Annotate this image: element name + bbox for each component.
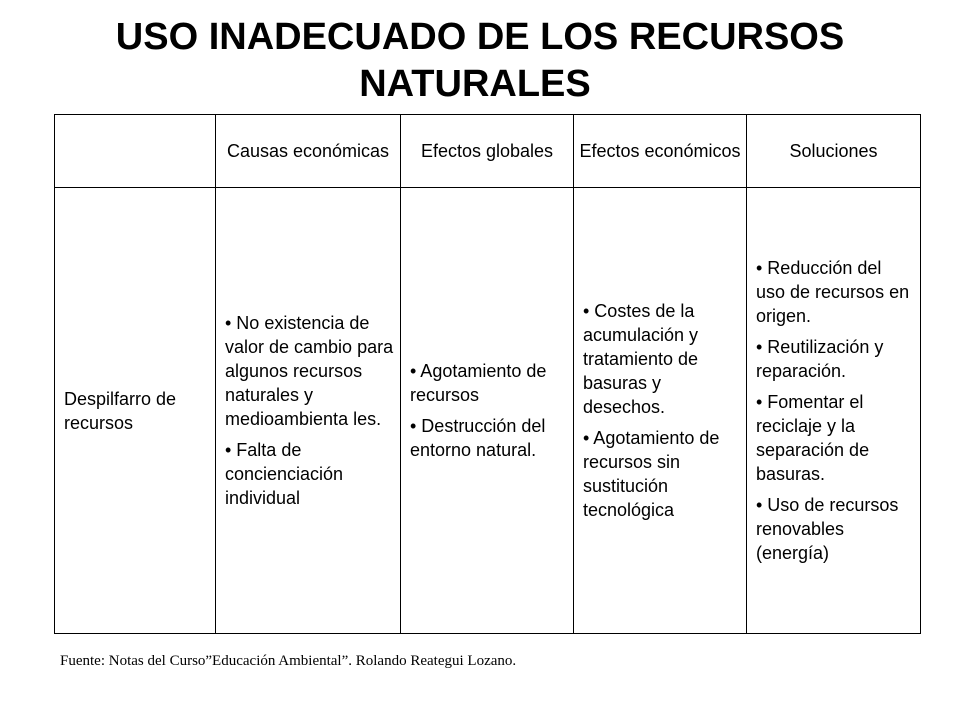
causas-bullet: • Falta de concienciación individual xyxy=(225,440,344,508)
efectos-economicos-bullet: • Agotamiento de recursos sin sustitución tecnológica xyxy=(583,428,720,520)
soluciones-bullet: • Reutilización y reparación. xyxy=(756,337,884,381)
header-soluciones: Soluciones xyxy=(747,115,921,188)
efectos-globales-cell xyxy=(401,188,574,634)
source-note: Fuente: Notas del Curso”Educación Ambiental”. Rolando Reategui Lozano. xyxy=(60,653,517,669)
page-title xyxy=(0,14,960,108)
resources-table xyxy=(54,114,921,634)
header-empty-cell xyxy=(55,115,216,188)
soluciones-cell xyxy=(747,188,921,634)
table-row xyxy=(55,188,921,634)
soluciones-bullet: • Reducción del uso de recursos en origen. xyxy=(756,258,910,326)
title-line-1: USO INADECUADO DE LOS RECURSOS xyxy=(115,16,845,58)
efectos-globales-bullet: • Destrucción del entorno natural. xyxy=(410,416,546,460)
table-header-row xyxy=(55,115,921,188)
causas-bullet: • No existencia de valor de cambio para algunos recursos naturales y medioambienta les. xyxy=(225,313,394,429)
soluciones-bullet: • Uso de recursos renovables (energía) xyxy=(756,495,899,563)
row-label-cell: Despilfarro de recursos xyxy=(55,188,216,634)
efectos-globales-bullet: • Agotamiento de recursos xyxy=(410,361,547,405)
causas-cell xyxy=(216,188,401,634)
header-causas-economicas: Causas económicas xyxy=(216,115,401,188)
efectos-economicos-bullet: • Costes de la acumulación y tratamiento de basuras y desechos. xyxy=(583,301,699,417)
header-efectos-economicos: Efectos económicos xyxy=(574,115,747,188)
header-efectos-globales: Efectos globales xyxy=(401,115,574,188)
soluciones-bullet: • Fomentar el reciclaje y la separación de basuras. xyxy=(756,392,870,484)
efectos-economicos-cell xyxy=(574,188,747,634)
title-line-2: NATURALES xyxy=(359,63,591,105)
